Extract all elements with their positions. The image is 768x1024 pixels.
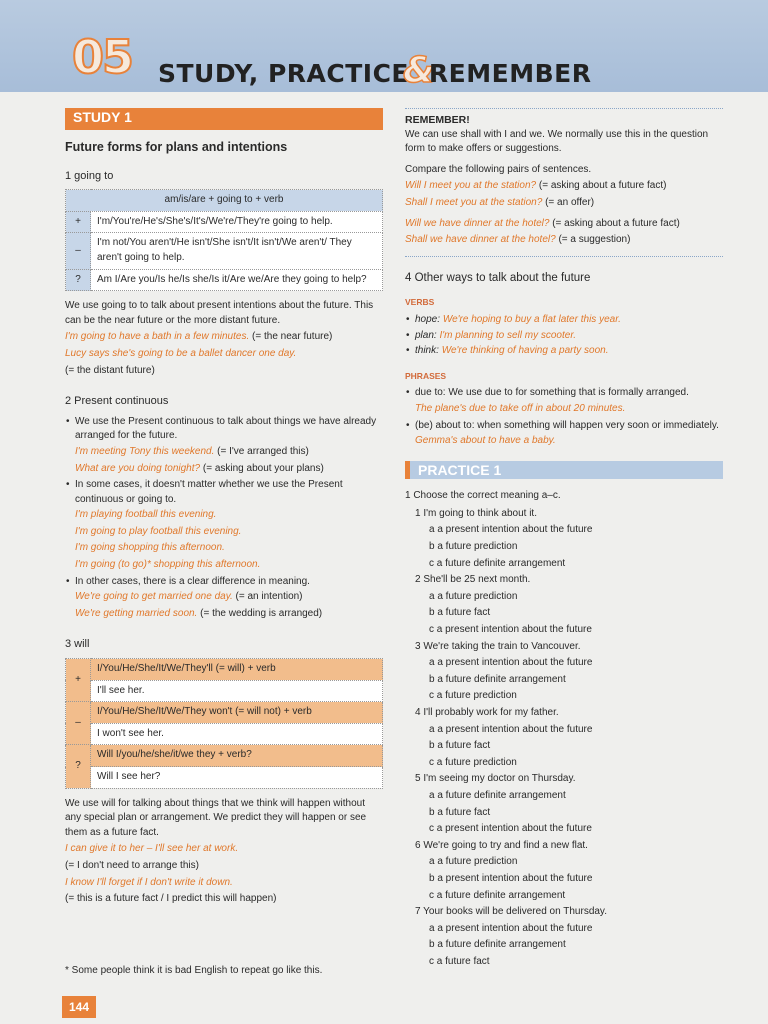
answer-option-c[interactable]: c a future prediction: [429, 756, 517, 768]
table-cell: I'll see her.: [91, 680, 383, 702]
practice-bar: PRACTICE 1: [405, 461, 723, 480]
question-item: [405, 839, 723, 903]
category-label: VERBS: [405, 297, 435, 308]
answer-option-b[interactable]: b a future fact: [429, 607, 491, 619]
example-note: (= this is a future fact / I predict this will happen): [65, 893, 277, 905]
answer-option-a[interactable]: a a future definite arrangement: [429, 789, 566, 801]
paragraph: Compare the following pairs of sentences.: [405, 163, 592, 175]
section-present-continuous: 2 Present continuous: [65, 395, 169, 408]
unit-number: 05: [72, 30, 133, 84]
section-will: 3 will: [65, 638, 90, 651]
answer-option-c[interactable]: c a present intention about the future: [429, 624, 592, 636]
example-text: We're getting married soon.: [75, 607, 198, 619]
example-text: We're thinking of having a party soon.: [441, 345, 609, 357]
practice-items: [405, 507, 723, 970]
example-text: What are you doing tonight?: [75, 462, 201, 474]
answer-option-b[interactable]: b a future fact: [429, 740, 491, 752]
example-text: I'm going (to go)* shopping this afternoon.: [75, 559, 261, 571]
example: [65, 330, 383, 345]
bullet: • (be) about to: when something will happen very soon or immediately.: [415, 419, 723, 434]
question: 2 She'll be 25 next month.: [415, 574, 531, 586]
answer-option-b[interactable]: b a future definite arrangement: [429, 673, 566, 685]
example-text: I'm planning to sell my scooter.: [439, 329, 577, 341]
answer-option-a[interactable]: a a present intention about the future: [429, 723, 593, 735]
section-going-to: 1 going to: [65, 169, 114, 182]
answer-option-c[interactable]: c a future definite arrangement: [429, 889, 566, 901]
question: 6 We're going to try and find a new flat.: [415, 839, 588, 851]
example-note: (= an intention): [232, 591, 303, 603]
answer-option-a[interactable]: a a present intention about the future: [429, 524, 593, 536]
bullet: • In some cases, it doesn't matter whether we use the Present continuous or going to.: [75, 478, 383, 507]
example-note: (= a suggestion): [555, 234, 631, 246]
examples: [65, 590, 383, 621]
example-text: I'm playing football this evening.: [75, 509, 217, 521]
bullet-list: [405, 386, 723, 401]
example-text: We're going to get married one day.: [75, 591, 233, 603]
bullet-list: [65, 575, 383, 590]
answer-option-c[interactable]: c a future definite arrangement: [429, 557, 566, 569]
table-cell: Will I see her?: [91, 767, 383, 789]
title-part-1: STUDY, PRACTICE: [158, 59, 410, 88]
example-text: I'm going shopping this afternoon.: [75, 542, 225, 554]
divider: [405, 256, 723, 257]
table-head: am/is/are + going to + verb: [66, 190, 383, 212]
example-text: I'm going to have a bath in a few minutes.: [65, 331, 250, 343]
bullet: • In other cases, there is a clear difference in meaning.: [75, 575, 383, 590]
answer-option-a[interactable]: a a future prediction: [429, 856, 518, 868]
row-symbol: –: [66, 233, 91, 269]
table-cell: I'm not/You aren't/He isn't/She isn't/It isn't/We aren't/ They aren't going to help.: [91, 233, 383, 269]
bullet-list: [65, 478, 383, 507]
bullet-label: plan:: [415, 329, 440, 341]
answer-option-c[interactable]: c a present intention about the future: [429, 823, 592, 835]
bullet: [415, 313, 723, 328]
answer-option-b[interactable]: b a future prediction: [429, 541, 518, 553]
bullet-list: [405, 313, 723, 359]
example-text: Shall we have dinner at the hotel?: [405, 234, 556, 246]
answer-option-c[interactable]: c a future prediction: [429, 690, 517, 702]
answer-option-a[interactable]: a a present intention about the future: [429, 657, 593, 669]
example-note: (= asking about a future fact): [536, 180, 667, 192]
remember-heading: REMEMBER!: [405, 108, 723, 128]
bullet-list: [65, 415, 383, 444]
table-head: I/You/He/She/It/We/They won't (= will not) + verb: [91, 702, 383, 724]
example-note: (= the distant future): [65, 364, 155, 376]
answer-option-c[interactable]: c a future fact: [429, 955, 490, 967]
footnote: * Some people think it is bad English to repeat go like this.: [65, 965, 323, 976]
page-header: [0, 0, 768, 92]
category-label: PHRASES: [405, 370, 447, 381]
section-other-ways: 4 Other ways to talk about the future: [405, 271, 591, 284]
answer-option-a[interactable]: a a future prediction: [429, 590, 518, 602]
example: Lucy says she's going to be a ballet dancer one day.: [65, 347, 297, 359]
question-item: [405, 706, 723, 770]
paragraph: We use going to to talk about present intentions about the future. This can be the near future or the more distant future.: [65, 300, 374, 326]
example: I can give it to her – I'll see her at work.: [65, 843, 239, 855]
practice-instruction: 1 Choose the correct meaning a–c.: [405, 490, 561, 502]
example-note: (= the wedding is arranged): [197, 607, 323, 619]
table-cell: I won't see her.: [91, 723, 383, 745]
row-symbol: ?: [66, 269, 91, 291]
question: 3 We're taking the train to Vancouver.: [415, 640, 581, 652]
page-number: 144: [62, 996, 96, 1018]
example: I know I'll forget if I don't write it down.: [65, 876, 233, 888]
example-note: (= asking about your plans): [200, 462, 324, 474]
table-cell: Am I/Are you/Is he/Is she/Is it/Are we/Are they going to help?: [91, 269, 383, 291]
example-text: Will we have dinner at the hotel?: [405, 217, 550, 229]
question-item: [405, 507, 723, 571]
study-heading: Future forms for plans and intentions: [65, 140, 288, 154]
left-column: [65, 108, 383, 909]
question: 5 I'm seeing my doctor on Thursday.: [415, 773, 576, 785]
question: 7 Your books will be delivered on Thursday.: [415, 906, 607, 918]
question-item: [405, 905, 723, 969]
question: 4 I'll probably work for my father.: [415, 707, 559, 718]
bullet: [415, 329, 723, 344]
answer-option-b[interactable]: b a present intention about the future: [429, 872, 593, 884]
bullet: • due to: We use due to for something that is formally arranged.: [415, 386, 723, 401]
example-text: I'm going to play football this evening.: [75, 525, 242, 537]
example-note: (= an offer): [542, 196, 595, 208]
question: 1 I'm going to think about it.: [415, 507, 537, 519]
table-cell: I'm/You're/He's/She's/It's/We're/They're going to help.: [91, 211, 383, 233]
right-column: [405, 108, 723, 972]
bullet: [415, 344, 723, 359]
example: Gemma's about to have a baby.: [415, 435, 556, 447]
row-symbol: +: [66, 211, 91, 233]
question-item: [405, 772, 723, 836]
row-symbol: –: [66, 702, 91, 745]
example-note: (= the near future): [249, 331, 333, 343]
going-to-table: [65, 189, 383, 291]
unit-title: [158, 50, 591, 91]
example: The plane's due to take off in about 20 minutes.: [415, 402, 626, 414]
study-bar: STUDY 1: [65, 108, 383, 130]
title-part-2: REMEMBER: [428, 59, 592, 88]
example-text: Will I meet you at the station?: [405, 180, 537, 192]
example-note: (= I've arranged this): [214, 445, 309, 457]
examples: [65, 445, 383, 476]
example-note: (= I don't need to arrange this): [65, 859, 199, 871]
title-ampersand: &: [403, 50, 435, 91]
row-symbol: ?: [66, 745, 91, 788]
bullet: • We use the Present continuous to talk about things we have already arranged for the future.: [75, 415, 383, 444]
paragraph: We can use shall with I and we. We normally use this in the question form to make offers or suggestions.: [405, 128, 709, 155]
example-text: I'm meeting Tony this weekend.: [75, 445, 215, 457]
example-note: (= asking about a future fact): [549, 217, 680, 229]
question-item: [405, 640, 723, 704]
answer-option-b[interactable]: b a future definite arrangement: [429, 939, 566, 951]
bullet-label: think:: [415, 345, 442, 357]
row-symbol: +: [66, 659, 91, 702]
answer-option-a[interactable]: a a present intention about the future: [429, 922, 593, 934]
example-text: We're hoping to buy a flat later this year.: [442, 313, 621, 325]
table-head: I/You/He/She/It/We/They'll (= will) + verb: [91, 659, 383, 681]
will-table: [65, 658, 383, 789]
question-item: [405, 573, 723, 637]
answer-option-b[interactable]: b a future fact: [429, 806, 491, 818]
paragraph: We use will for talking about things that we think will happen without any special plan or arrangement. We predict they will happen or see them as a future fact.: [65, 797, 367, 838]
table-head: Will I/you/he/she/it/we they + verb?: [91, 745, 383, 767]
example-text: Shall I meet you at the station?: [405, 196, 543, 208]
examples: [65, 508, 383, 572]
bullet-label: hope:: [415, 313, 443, 325]
bullet-list: [405, 419, 723, 434]
